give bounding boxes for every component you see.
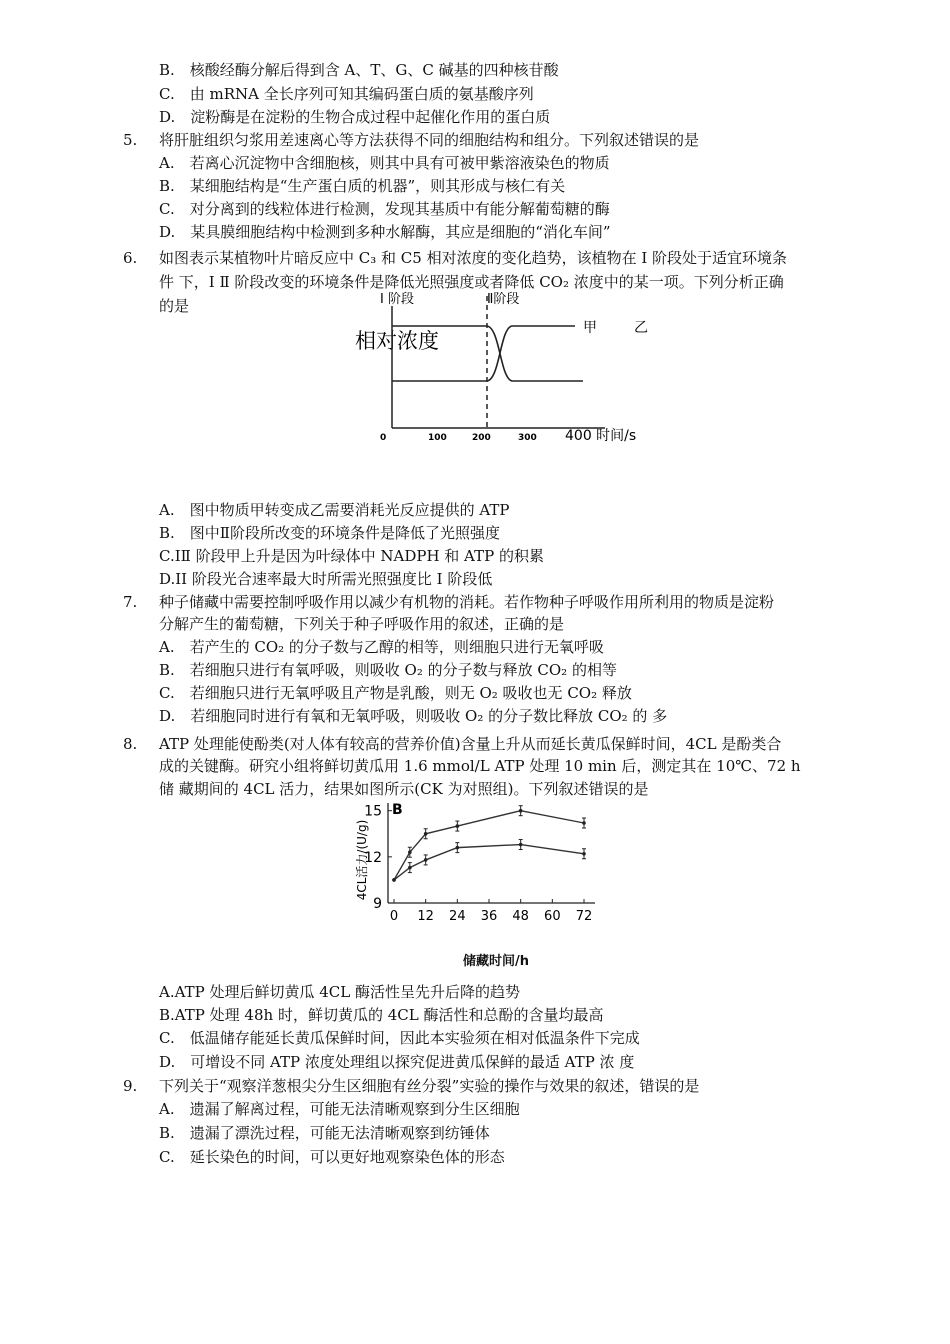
q7-number: 7. bbox=[123, 593, 138, 611]
q4-option-d: D. 淀粉酶是在淀粉的生物合成过程中起催化作用的蛋白质 bbox=[159, 108, 551, 126]
x-tick-label: 0 bbox=[389, 909, 399, 924]
q5-stem: 将肝脏组织匀浆用差速离心等方法获得不同的细胞结构和组分。下列叙述错误的是 bbox=[159, 131, 700, 149]
q9-stem: 下列关于“观察洋葱根尖分生区细胞有丝分裂”实验的操作与效果的叙述，错误的是 bbox=[159, 1077, 700, 1095]
y-tick-label: 12 bbox=[364, 849, 382, 866]
stage-1-label: I 阶段 bbox=[380, 292, 414, 307]
panel-label: B bbox=[392, 802, 403, 818]
x-tick-200: 200 bbox=[472, 433, 491, 443]
q7-option-b: B. 若细胞只进行有氧呼吸，则吸收 O₂ 的分子数与释放 CO₂ 的相等 bbox=[159, 661, 617, 679]
x-axis-label: 400 时间/s bbox=[565, 428, 637, 444]
q6-option-b: B. 图中Ⅱ阶段所改变的环境条件是降低了光照强度 bbox=[159, 524, 500, 542]
q5-option-c: C. 对分离到的线粒体进行检测，发现其基质中有能分解葡萄糖的酶 bbox=[159, 200, 610, 218]
x-tick-label: 36 bbox=[480, 909, 498, 924]
q8-stem-line3: 储 藏期间的 4CL 活力，结果如图所示(CK 为对照组)。下列叙述错误的是 bbox=[159, 780, 649, 798]
q7-option-a: A. 若产生的 CO₂ 的分子数与乙醇的相等，则细胞只进行无氧呼吸 bbox=[159, 638, 604, 656]
q8-number: 8. bbox=[123, 735, 138, 753]
curve-label-yi: 乙 bbox=[634, 320, 648, 336]
q5-option-a: A. 若离心沉淀物中含细胞核，则其中具有可被甲紫溶液染色的物质 bbox=[159, 154, 610, 172]
q9-option-a: A. 遗漏了解离过程，可能无法清晰观察到分生区细胞 bbox=[159, 1100, 520, 1118]
activity-chart bbox=[340, 775, 610, 925]
q7-option-c: C. 若细胞只进行无氧呼吸且产物是乳酸，则无 O₂ 吸收也无 CO₂ 释放 bbox=[159, 684, 632, 702]
y-tick-label: 9 bbox=[373, 896, 382, 912]
y-tick-label: 15 bbox=[364, 803, 382, 820]
q8-option-c: C. 低温储存能延长黄瓜保鲜时间，因此本实验须在相对低温条件下完成 bbox=[159, 1029, 640, 1047]
q6-option-c: C.IⅡ 阶段甲上升是因为叶绿体中 NADPH 和 ATP 的积累 bbox=[159, 547, 544, 565]
series-line-2 bbox=[394, 845, 584, 880]
x-tick-0: 0 bbox=[380, 433, 387, 443]
q5-option-b: B. 某细胞结构是“生产蛋白质的机器”，则其形成与核仁有关 bbox=[159, 177, 566, 195]
q8-option-d: D. 可增设不同 ATP 浓度处理组以探究促进黄瓜保鲜的最适 ATP 浓 度 bbox=[159, 1053, 635, 1071]
q7-stem-line2: 分解产生的葡萄糖，下列关于种子呼吸作用的叙述，正确的是 bbox=[159, 615, 565, 633]
q6-number: 6. bbox=[123, 249, 138, 267]
x-tick-label: 24 bbox=[449, 909, 466, 924]
series-line-1 bbox=[394, 811, 584, 880]
q5-number: 5. bbox=[123, 131, 138, 149]
q7-option-d: D. 若细胞同时进行有氧和无氧呼吸，则吸收 O₂ 的分子数比释放 CO₂ 的 多 bbox=[159, 707, 668, 725]
x-tick-label: 48 bbox=[512, 909, 529, 924]
x-tick-300: 300 bbox=[518, 433, 537, 443]
q8-stem-line1: ATP 处理能使酚类(对人体有较高的营养价值)含量上升从而延长黄瓜保鲜时间，4CL 是酚类合 bbox=[159, 735, 782, 753]
x-tick-label: 12 bbox=[417, 909, 434, 924]
q5-option-d: D. 某具膜细胞结构中检测到多种水解酶，其应是细胞的“消化车间” bbox=[159, 223, 611, 241]
curve-label-jia: 甲 bbox=[583, 320, 597, 336]
q4-option-c: C. 由 mRNA 全长序列可知其编码蛋白质的氨基酸序列 bbox=[159, 85, 534, 103]
q9-option-b: B. 遗漏了漂洗过程，可能无法清晰观察到纺锤体 bbox=[159, 1124, 490, 1142]
q8-option-a: A.ATP 处理后鲜切黄瓜 4CL 酶活性呈先升后降的趋势 bbox=[159, 983, 520, 1001]
y-axis-label: 相对浓度 bbox=[355, 329, 439, 353]
q6-stem-line2: 件 下，I Ⅱ 阶段改变的环境条件是降低光照强度或者降低 CO₂ 浓度中的某一项。下列分析正确 bbox=[159, 273, 784, 291]
x-axis-title: 储藏时间/h bbox=[463, 954, 530, 969]
x-tick-label: 72 bbox=[575, 909, 593, 924]
q7-stem-line1: 种子储藏中需要控制呼吸作用以减少有机物的消耗。若作物种子呼吸作用所利用的物质是淀粉 bbox=[159, 593, 775, 611]
q4-option-b: B. 核酸经酶分解后得到含 A、T、G、C 碱基的四种核苷酸 bbox=[159, 61, 559, 79]
concentration-chart bbox=[350, 288, 670, 448]
y-axis-label: 4CL活力/(U/g) bbox=[355, 819, 369, 901]
q6-stem-line3: 的是 bbox=[159, 297, 190, 315]
data-point bbox=[392, 878, 396, 882]
q6-option-d: D.II 阶段光合速率最大时所需光照强度比 I 阶段低 bbox=[159, 570, 493, 588]
stage-2-label: Ⅱ阶段 bbox=[487, 292, 520, 307]
q9-number: 9. bbox=[123, 1077, 138, 1095]
x-tick-label: 60 bbox=[544, 909, 561, 924]
q8-stem-line2: 成的关键酶。研究小组将鲜切黄瓜用 1.6 mmol/L ATP 处理 10 min 后，测定其在 10℃、72 h bbox=[159, 757, 801, 775]
x-tick-100: 100 bbox=[428, 433, 447, 443]
q9-option-c: C. 延长染色的时间，可以更好地观察染色体的形态 bbox=[159, 1148, 505, 1166]
q8-option-b: B.ATP 处理 48h 时，鲜切黄瓜的 4CL 酶活性和总酚的含量均最高 bbox=[159, 1006, 604, 1024]
q6-stem-line1: 如图表示某植物叶片暗反应中 C₃ 和 C5 相对浓度的变化趋势，该植物在 I 阶段处于适宜环境条 bbox=[159, 249, 788, 267]
q6-option-a: A. 图中物质甲转变成乙需要消耗光反应提供的 ATP bbox=[159, 501, 510, 519]
